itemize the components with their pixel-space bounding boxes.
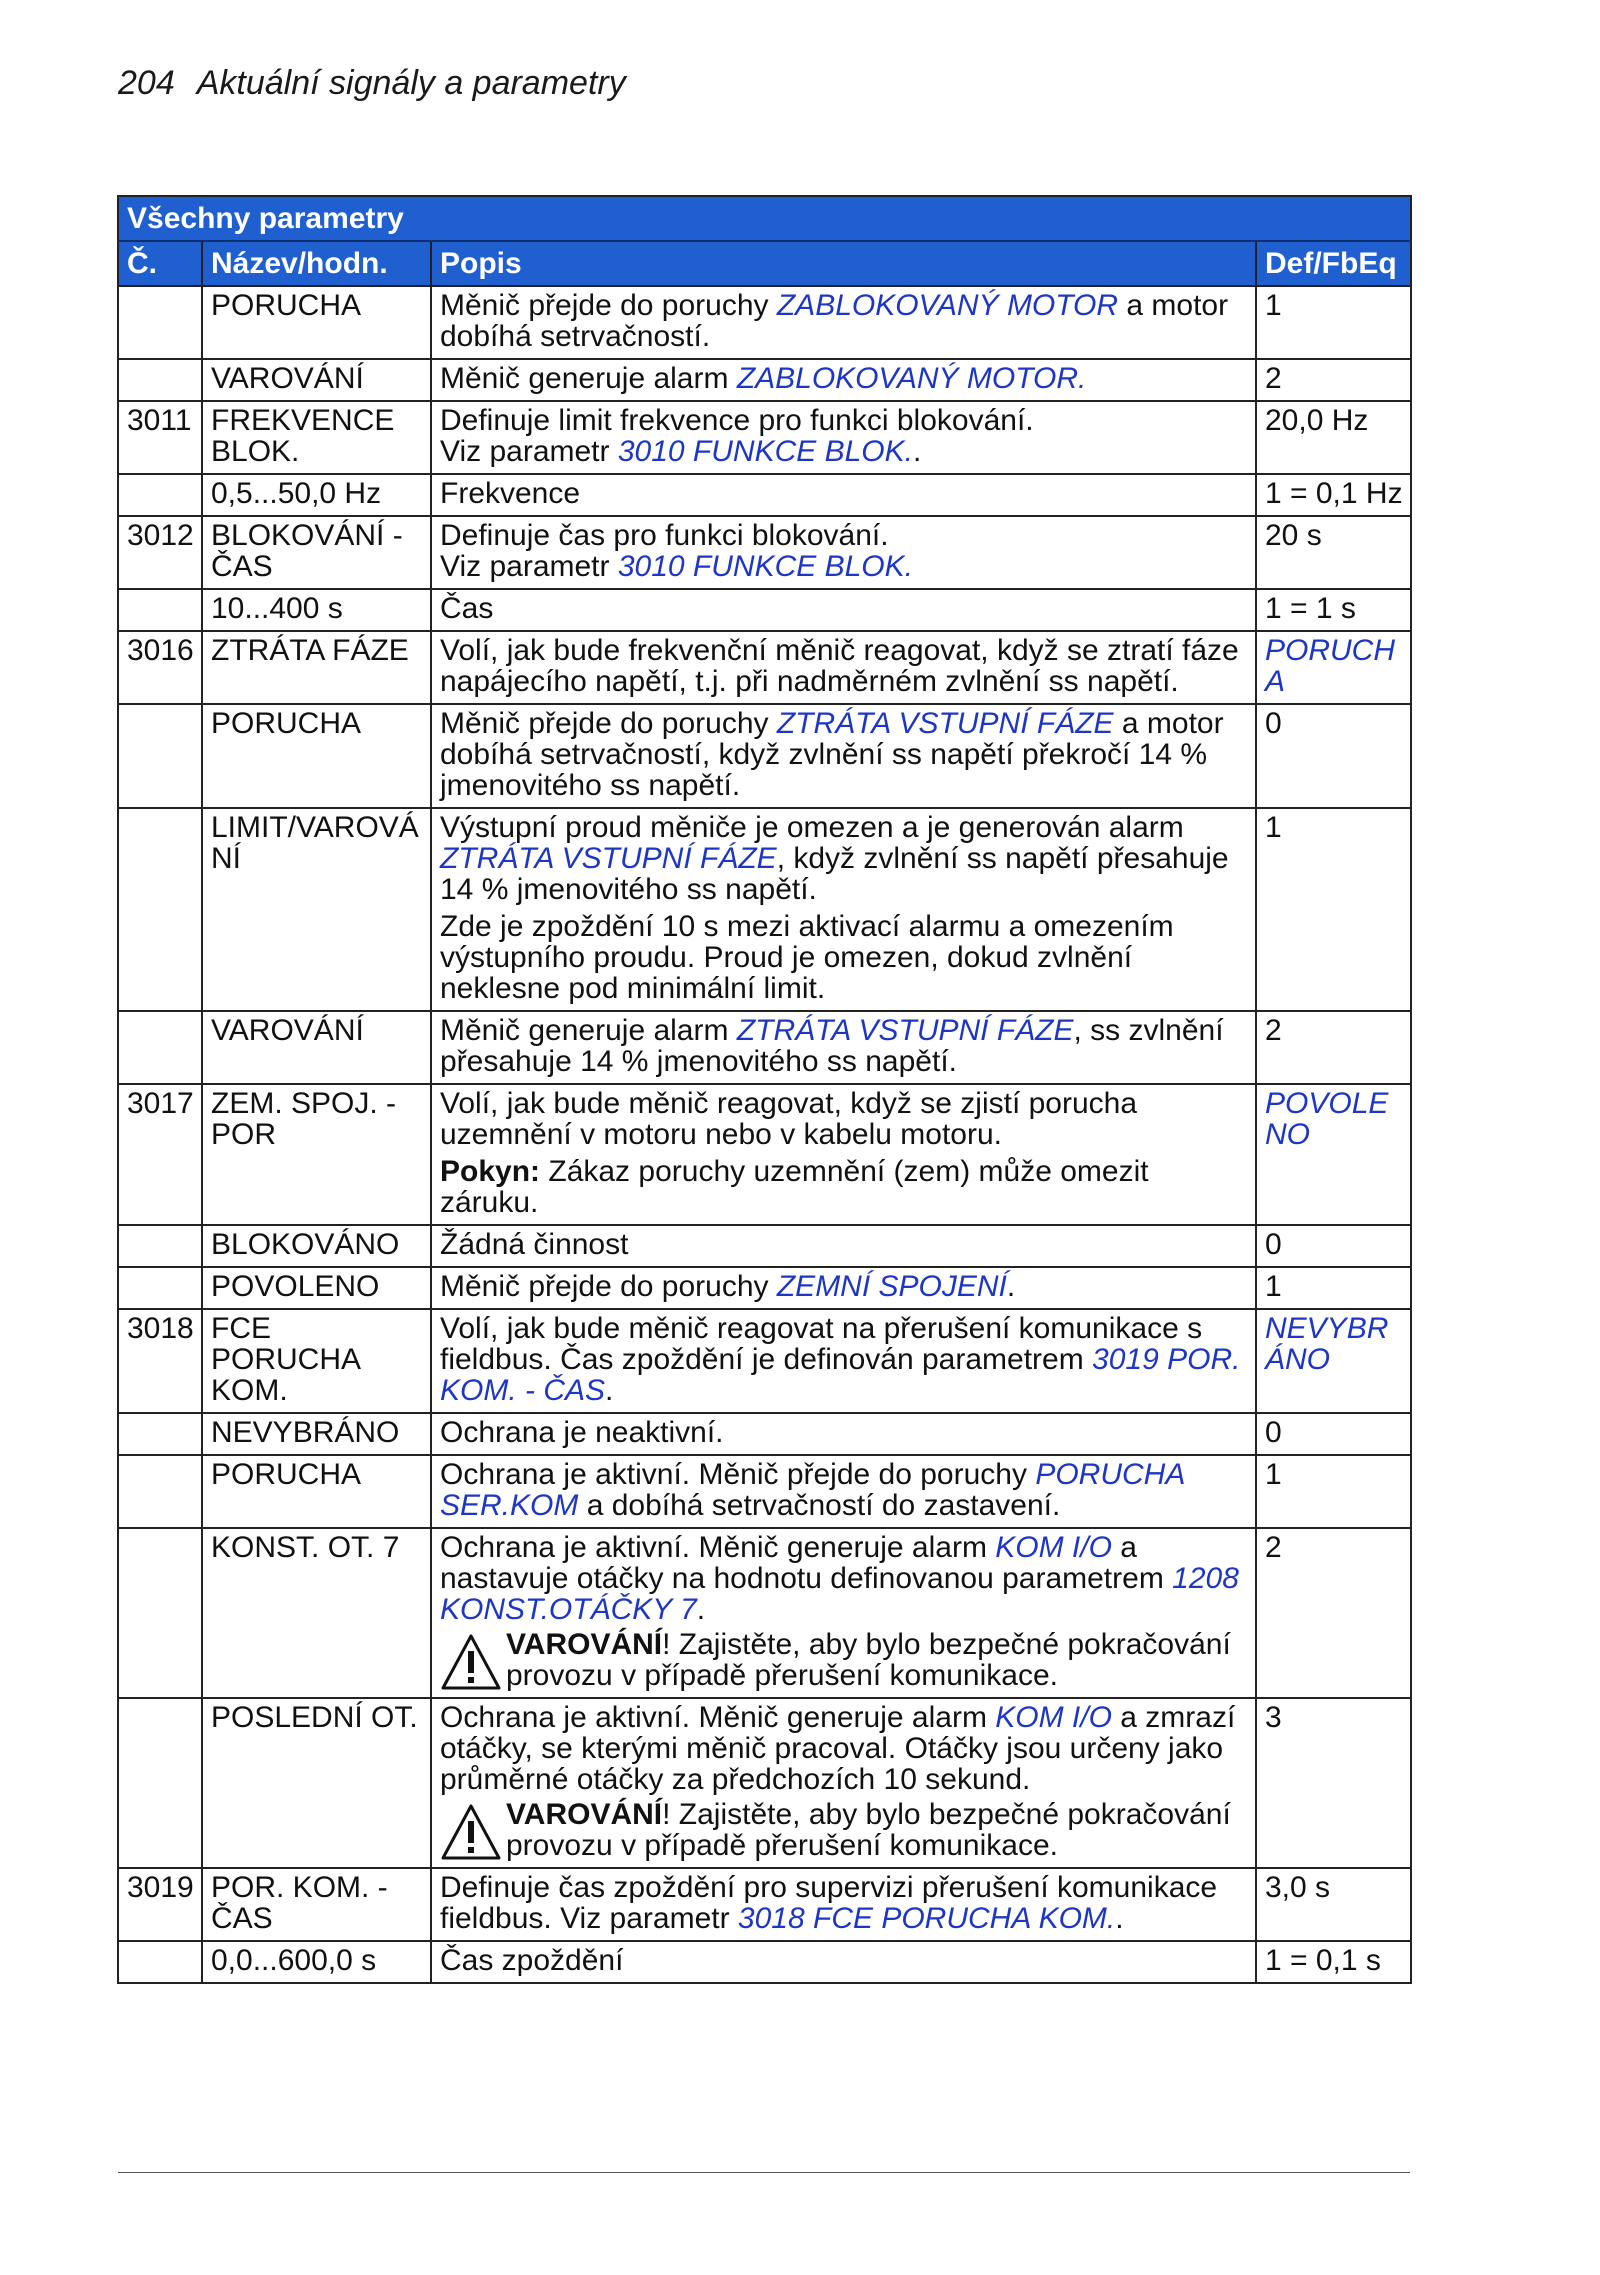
parameter-description [431, 359, 1256, 401]
parameter-number [118, 704, 202, 808]
parameter-description [431, 1941, 1256, 1983]
description-text: . [1115, 1902, 1124, 1935]
description-paragraph [440, 911, 1249, 1004]
parameter-description [431, 808, 1256, 1011]
description-text: Ochrana je aktivní. Měnič generuje alarm [440, 1701, 996, 1734]
parameter-description [431, 1528, 1256, 1698]
parameter-default: 1 [1256, 286, 1411, 359]
description-text: Viz parametr [440, 550, 618, 583]
parameter-default: 1 = 0,1 Hz [1256, 474, 1411, 516]
parameter-number [118, 808, 202, 1011]
parameter-default: 1 [1256, 1267, 1411, 1309]
parameter-link: PORUCHA SER.KOM [440, 1458, 1185, 1522]
table-row [118, 1413, 1411, 1455]
description-paragraph [440, 405, 1249, 467]
parameter-name: PORUCHA [202, 286, 431, 359]
parameter-default: 1 = 0,1 s [1256, 1941, 1411, 1983]
description-text: Měnič generuje alarm [440, 1014, 737, 1047]
description-text: Viz parametr [440, 435, 618, 468]
parameter-default: POVOLE NO [1256, 1084, 1411, 1225]
description-paragraph [440, 363, 1249, 394]
parameter-description [431, 516, 1256, 589]
table-row [118, 1011, 1411, 1084]
parameter-number: 3017 [118, 1084, 202, 1225]
description-text: Měnič přejde do poruchy [440, 707, 777, 740]
parameter-number [118, 1941, 202, 1983]
description-paragraph [440, 635, 1249, 697]
description-text: a motor dobíhá setrvačností. [440, 289, 1229, 353]
emphasis-text: VAROVÁNÍ [506, 1628, 663, 1661]
parameter-default: 0 [1256, 704, 1411, 808]
parameter-description [431, 1455, 1256, 1528]
warning-triangle-icon [440, 1633, 502, 1691]
parameter-number: 3018 [118, 1309, 202, 1413]
parameter-name: PORUCHA [202, 704, 431, 808]
warning-triangle-icon [440, 1803, 502, 1861]
description-paragraph [440, 1015, 1249, 1077]
description-paragraph [440, 1156, 1249, 1218]
parameter-number: 3011 [118, 401, 202, 474]
footer-divider [118, 2172, 1410, 2173]
parameter-name: 0,0...600,0 s [202, 1941, 431, 1983]
description-text: . [912, 435, 922, 468]
parameter-number: 3012 [118, 516, 202, 589]
description-paragraph [440, 593, 1249, 624]
parameter-number [118, 1698, 202, 1868]
parameter-link: ZTRÁTA VSTUPNÍ FÁZE [440, 842, 777, 875]
description-text: Ochrana je aktivní. Měnič generuje alarm [440, 1531, 996, 1564]
description-text: Volí, jak bude měnič reagovat na přerušení komunikace s fieldbus. Čas zpoždění je definován parametrem [440, 1312, 1203, 1376]
table-row [118, 1528, 1411, 1698]
description-paragraph [440, 290, 1249, 352]
parameter-description [431, 1309, 1256, 1413]
description-text: Zde je zpoždění 10 s mezi aktivací alarmu a omezením výstupního proudu. Proud je omezen, dokud zvlnění neklesne pod minimální limit. [440, 910, 1174, 1005]
table-row [118, 1868, 1411, 1941]
parameter-name: VAROVÁNÍ [202, 359, 431, 401]
parameter-description [431, 1011, 1256, 1084]
description-paragraph [440, 708, 1249, 801]
parameter-name: 0,5...50,0 Hz [202, 474, 431, 516]
table-row [118, 516, 1411, 589]
description-text: Volí, jak bude měnič reagovat, když se zjistí porucha uzemnění v motoru nebo v kabelu motoru. [440, 1087, 1138, 1151]
table-row [118, 286, 1411, 359]
parameter-name: POR. KOM. - ČAS [202, 1868, 431, 1941]
parameter-default: 3 [1256, 1698, 1411, 1868]
parameter-name: BLOKOVÁNÍ - ČAS [202, 516, 431, 589]
parameter-description [431, 286, 1256, 359]
parameter-name: ZTRÁTA FÁZE [202, 631, 431, 704]
description-text: Čas zpoždění [440, 1944, 624, 1977]
table-row [118, 1267, 1411, 1309]
parameter-number [118, 1528, 202, 1698]
description-paragraph [440, 812, 1249, 905]
description-text: Definuje čas zpoždění pro supervizi přerušení komunikace fieldbus. Viz parametr [440, 1871, 1218, 1935]
table-row [118, 474, 1411, 516]
parameter-default: 20,0 Hz [1256, 401, 1411, 474]
parameter-description [431, 1225, 1256, 1267]
description-paragraph [440, 1313, 1249, 1406]
description-text: Frekvence [440, 477, 581, 510]
column-header-number: Č. [118, 241, 202, 286]
parameter-name: PORUCHA [202, 1455, 431, 1528]
parameter-default: NEVYBR ÁNO [1256, 1309, 1411, 1413]
parameter-number: 3019 [118, 1868, 202, 1941]
description-text: Definuje čas pro funkci blokování. [440, 519, 889, 552]
description-text: Čas [440, 592, 494, 625]
parameter-description [431, 1868, 1256, 1941]
description-paragraph [440, 1229, 1249, 1260]
description-text: . [696, 1593, 706, 1626]
column-header-name: Název/hodn. [202, 241, 431, 286]
parameter-name: KONST. OT. 7 [202, 1528, 431, 1698]
description-paragraph [440, 1459, 1249, 1521]
description-paragraph [440, 1945, 1249, 1976]
parameter-link: ZEMNÍ SPOJENÍ [776, 1270, 1007, 1303]
parameter-default: 2 [1256, 1528, 1411, 1698]
parameter-description [431, 631, 1256, 704]
description-text: a nastavuje otáčky na hodnotu definovanou parametrem [440, 1531, 1173, 1595]
parameter-name: LIMIT/VAROVÁ NÍ [202, 808, 431, 1011]
parameter-description [431, 704, 1256, 808]
page-header [118, 64, 626, 103]
table-row [118, 1698, 1411, 1868]
parameter-default: 1 [1256, 1455, 1411, 1528]
parameter-default: 2 [1256, 1011, 1411, 1084]
table-row [118, 401, 1411, 474]
table-row [118, 1941, 1411, 1983]
description-paragraph [440, 1271, 1249, 1302]
description-paragraph [440, 1532, 1249, 1625]
description-paragraph [440, 1088, 1249, 1150]
table-row [118, 359, 1411, 401]
parameter-name: POSLEDNÍ OT. [202, 1698, 431, 1868]
description-text: . [605, 1374, 614, 1407]
parameter-description [431, 1413, 1256, 1455]
parameter-default: 0 [1256, 1413, 1411, 1455]
parameter-link: ZTRÁTA VSTUPNÍ FÁZE [736, 1014, 1074, 1047]
parameter-name: POVOLENO [202, 1267, 431, 1309]
parameter-description [431, 1084, 1256, 1225]
warning-text [506, 1799, 1249, 1861]
parameter-link: 1208 KONST.OTÁČKY 7 [440, 1562, 1239, 1626]
description-text: Měnič přejde do poruchy [440, 1270, 777, 1303]
parameter-number [118, 359, 202, 401]
parameter-description [431, 1267, 1256, 1309]
table-row [118, 1455, 1411, 1528]
parameter-number [118, 1413, 202, 1455]
parameter-link: ZABLOKOVANÝ MOTOR. [736, 362, 1087, 395]
description-text: Zákaz poruchy uzemnění (zem) může omezit záruku. [440, 1155, 1149, 1219]
parameter-number [118, 474, 202, 516]
description-text: a dobíhá setrvačností do zastavení. [578, 1489, 1061, 1522]
description-text: a motor dobíhá setrvačností, když zvlnění ss napětí překročí 14 % jmenovitého ss napětí. [440, 707, 1224, 802]
parameter-name: VAROVÁNÍ [202, 1011, 431, 1084]
description-paragraph [440, 520, 1249, 582]
table-row [118, 1225, 1411, 1267]
parameter-description [431, 401, 1256, 474]
description-text: Definuje limit frekvence pro funkci blokování. [440, 404, 1034, 437]
description-text: . [1006, 1270, 1016, 1303]
column-header-description: Popis [431, 241, 1256, 286]
parameter-link: 3019 POR. KOM. - ČAS [440, 1343, 1241, 1407]
section-title: Aktuální signály a parametry [196, 64, 626, 102]
parameter-number: 3016 [118, 631, 202, 704]
table-row [118, 704, 1411, 808]
description-text: Ochrana je aktivní. Měnič přejde do poruchy [440, 1458, 1036, 1491]
parameter-description [431, 589, 1256, 631]
parameter-default: PORUCH A [1256, 631, 1411, 704]
parameter-link: KOM I/O [995, 1531, 1112, 1564]
parameter-default: 0 [1256, 1225, 1411, 1267]
parameter-name: ZEM. SPOJ. - POR [202, 1084, 431, 1225]
parameter-number [118, 589, 202, 631]
description-text: Měnič generuje alarm [440, 362, 737, 395]
parameter-name: NEVYBRÁNO [202, 1413, 431, 1455]
parameter-link: 3010 FUNKCE BLOK. [617, 435, 913, 468]
parameter-link: KOM I/O [995, 1701, 1112, 1734]
parameter-description [431, 1698, 1256, 1868]
parameter-default: 1 = 1 s [1256, 589, 1411, 631]
parameter-number [118, 286, 202, 359]
description-text: a zmrazí otáčky, se kterými měnič pracoval. Otáčky jsou určeny jako průměrné otáčky za předchozích 10 sekund. [440, 1701, 1236, 1796]
parameter-name: FCE PORUCHA KOM. [202, 1309, 431, 1413]
parameter-default: 20 s [1256, 516, 1411, 589]
description-text: ! Zajistěte, aby bylo bezpečné pokračování provozu v případě přerušení komunikace. [506, 1628, 1231, 1692]
parameter-description [431, 474, 1256, 516]
description-paragraph [440, 1417, 1249, 1448]
description-text: Výstupní proud měniče je omezen a je generován alarm [440, 811, 1184, 844]
description-paragraph [440, 1872, 1249, 1934]
table-row [118, 589, 1411, 631]
description-paragraph [440, 478, 1249, 509]
parameter-default: 2 [1256, 359, 1411, 401]
description-text: Žádná činnost [440, 1228, 629, 1261]
parameter-link: 3010 FUNKCE BLOK. [617, 550, 913, 583]
parameter-link: 3018 FCE PORUCHA KOM. [737, 1902, 1116, 1935]
parameter-number [118, 1267, 202, 1309]
parameter-number [118, 1225, 202, 1267]
table-body [118, 286, 1411, 1983]
warning-text [506, 1629, 1249, 1691]
description-text: ! Zajistěte, aby bylo bezpečné pokračování provozu v případě přerušení komunikace. [506, 1798, 1231, 1862]
parameter-name: 10...400 s [202, 589, 431, 631]
emphasis-text: VAROVÁNÍ [506, 1798, 663, 1831]
parameter-name: BLOKOVÁNO [202, 1225, 431, 1267]
description-text: Volí, jak bude frekvenční měnič reagovat, když se ztratí fáze napájecího napětí, t.j. při nadměrném zvlnění ss napětí. [440, 634, 1239, 698]
parameter-default: 3,0 s [1256, 1868, 1411, 1941]
description-text: Ochrana je neaktivní. [440, 1416, 724, 1449]
description-text: Měnič přejde do poruchy [440, 289, 777, 322]
parameters-table [117, 195, 1412, 1984]
table-row [118, 808, 1411, 1011]
table-row [118, 1309, 1411, 1413]
table-row [118, 631, 1411, 704]
emphasis-text: Pokyn: [440, 1155, 541, 1188]
description-text: , když zvlnění ss napětí přesahuje 14 % jmenovitého ss napětí. [440, 842, 1229, 906]
description-text: , ss zvlnění přesahuje 14 % jmenovitého ss napětí. [440, 1014, 1224, 1078]
warning-note [440, 1629, 1249, 1691]
parameter-link: ZTRÁTA VSTUPNÍ FÁZE [776, 707, 1114, 740]
parameter-number [118, 1011, 202, 1084]
parameter-number [118, 1455, 202, 1528]
parameter-name: FREKVENCE BLOK. [202, 401, 431, 474]
parameter-default: 1 [1256, 808, 1411, 1011]
description-paragraph [440, 1702, 1249, 1795]
table-title: Všechny parametry [118, 196, 1411, 241]
page-number: 204 [118, 64, 175, 102]
parameter-link: ZABLOKOVANÝ MOTOR [776, 289, 1119, 322]
column-header-default: Def/FbEq [1256, 241, 1411, 286]
warning-note [440, 1799, 1249, 1861]
table-row [118, 1084, 1411, 1225]
